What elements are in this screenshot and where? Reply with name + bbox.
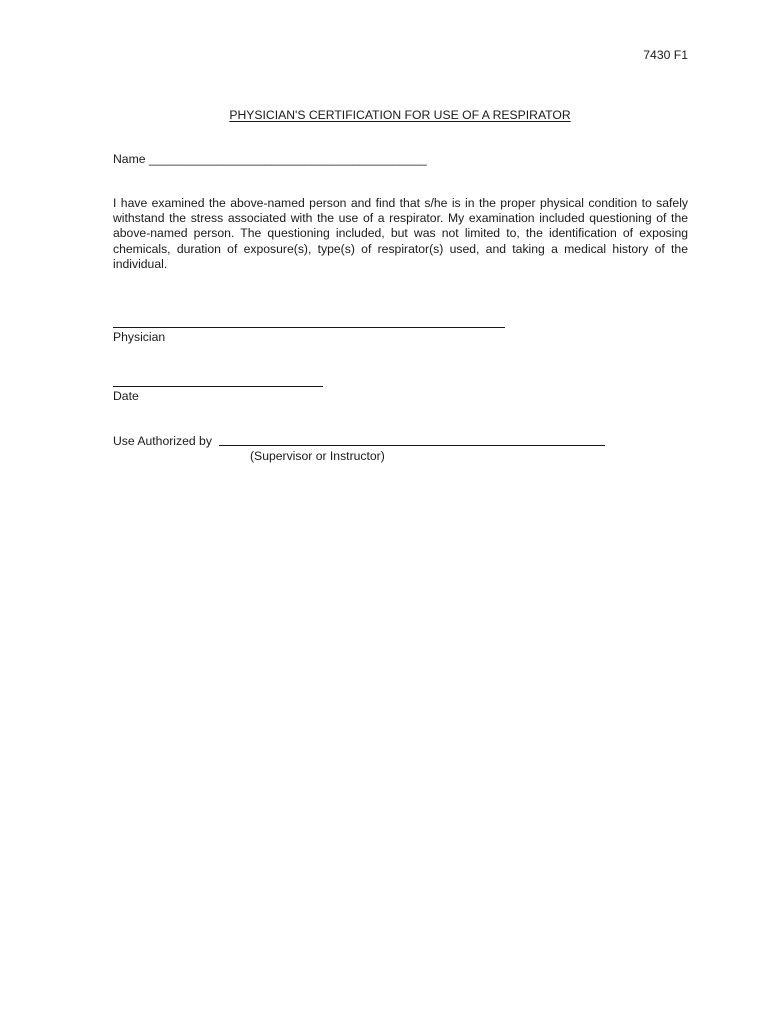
name-blank[interactable]: _________________________________________ — [148, 152, 427, 166]
date-signature-line[interactable] — [113, 386, 323, 387]
form-number: 7430 F1 — [643, 48, 688, 62]
name-label: Name — [113, 152, 149, 166]
authorization-sublabel: (Supervisor or Instructor) — [250, 449, 385, 463]
physician-label: Physician — [113, 330, 166, 344]
authorization-signature-line[interactable] — [219, 445, 605, 446]
name-field-row[interactable] — [113, 152, 427, 167]
certification-statement: I have examined the above-named person and find that s/he is in the proper physical condition to safely withstand the stress associated with the use of a respirator. My examination included questioning of the above-named person. The questioning included, but was not limited to, the identification of exposing chemicals, duration of exposure(s), type(s) of respirator(s) used, and taking a medical history of the individual. — [113, 196, 688, 271]
physician-signature-line[interactable] — [113, 327, 505, 328]
date-label: Date — [113, 389, 139, 403]
use-authorized-label: Use Authorized by — [113, 434, 216, 448]
document-title: PHYSICIAN'S CERTIFICATION FOR USE OF A RESPIRATOR — [229, 108, 571, 122]
